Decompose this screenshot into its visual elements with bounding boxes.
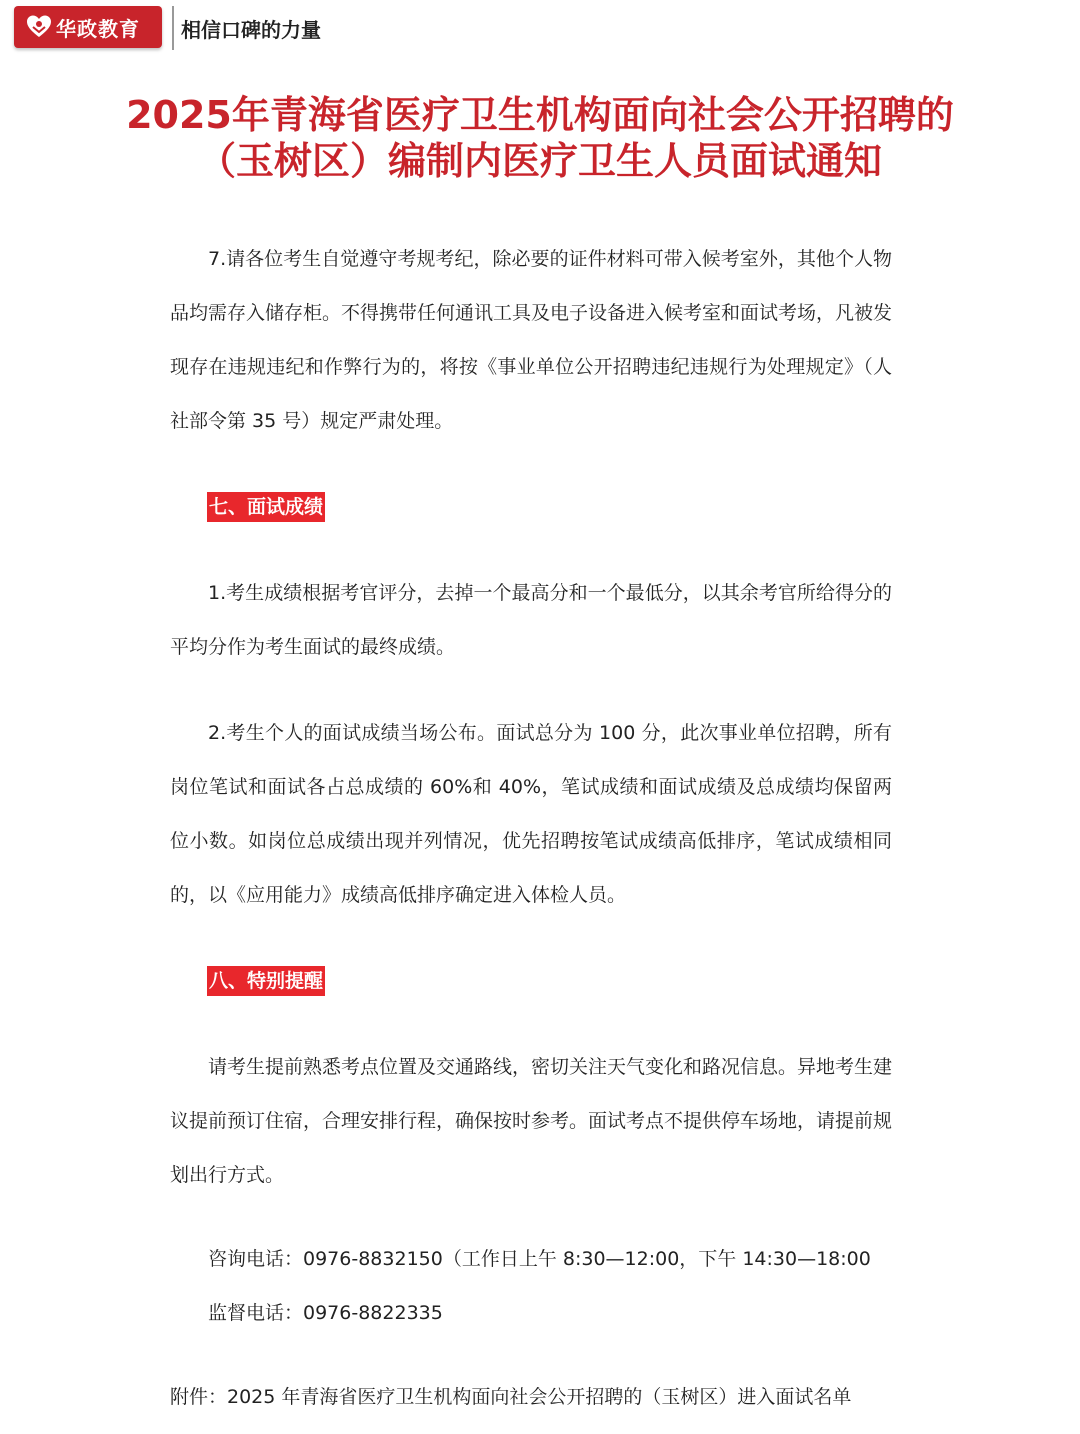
title-line-2: （玉树区）编制内医疗卫生人员面试通知 bbox=[197, 139, 882, 183]
section-badge: 七、面试成绩 bbox=[207, 492, 325, 522]
brand-name: 华政教育 bbox=[56, 16, 140, 41]
section-heading-score bbox=[170, 480, 892, 534]
page-header bbox=[0, 0, 1080, 56]
header-divider bbox=[172, 6, 174, 50]
brand-slogan: 相信口碑的力量 bbox=[181, 18, 321, 42]
supervise-phone: 监督电话：0976-8822335 bbox=[208, 1302, 443, 1324]
section-badge: 八、特别提醒 bbox=[207, 966, 325, 996]
section-heading-reminder bbox=[170, 954, 892, 1008]
brand-logo[interactable] bbox=[14, 6, 162, 48]
rule-paragraph-7: 7.请各位考生自觉遵守考规考纪，除必要的证件材料可带入候考室外，其他个人物品均需存入储存柜。不得携带任何通讯工具及电子设备进入候考室和面试考场，凡被发现存在违规违纪和作弊行为的，将按《事业单位公开招聘违纪违规行为处理规定》（人社部令第 35 号）规定严肃处理。 bbox=[170, 248, 893, 432]
score-paragraph-1: 1.考生成绩根据考官评分，去掉一个最高分和一个最低分，以其余考官所给得分的平均分作为考生面试的最终成绩。 bbox=[170, 582, 892, 658]
reminder-paragraph: 请考生提前熟悉考点位置及交通路线，密切关注天气变化和路况信息。异地考生建议提前预订住宿，合理安排行程，确保按时参考。面试考点不提供停车场地，请提前规划出行方式。 bbox=[170, 1056, 893, 1186]
document-body bbox=[170, 232, 892, 1424]
title-line-1: 2025年青海省医疗卫生机构面向社会公开招聘的 bbox=[126, 93, 954, 137]
heart-hands-icon bbox=[26, 14, 52, 40]
consult-phone: 咨询电话：0976-8832150（工作日上午 8:30—12:00，下午 14:30—18:00 bbox=[208, 1248, 871, 1270]
attachment-line: 附件：2025 年青海省医疗卫生机构面向社会公开招聘的（玉树区）进入面试名单 bbox=[170, 1386, 852, 1408]
score-paragraph-2: 2.考生个人的面试成绩当场公布。面试总分为 100 分，此次事业单位招聘，所有岗位笔试和面试各占总成绩的 60%和 40%，笔试成绩和面试成绩及总成绩均保留两位小数。如岗位总成绩出现并列情况，优先招聘按笔试成绩高低排序，笔试成绩相同的，以《应用能力》成绩高低排序确定进入体检人员。 bbox=[170, 722, 892, 906]
page-title bbox=[40, 92, 1040, 184]
